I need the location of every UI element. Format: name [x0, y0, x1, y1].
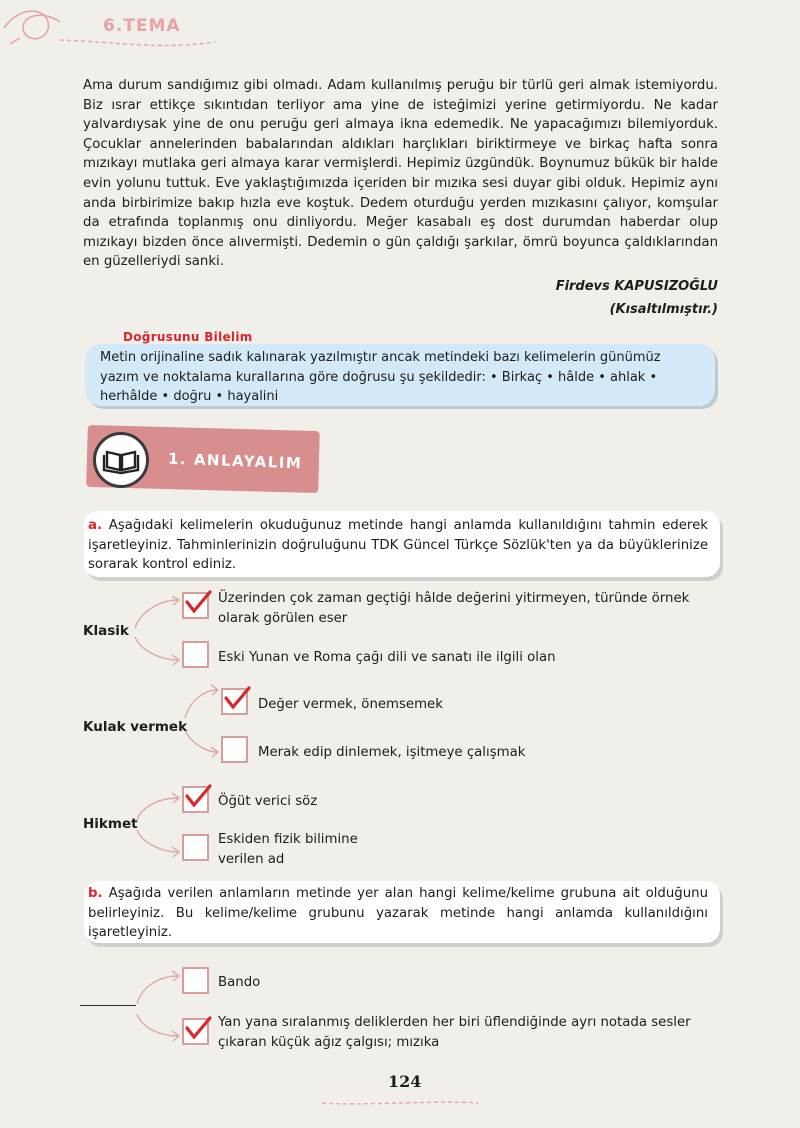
option-b-1: Bando	[218, 975, 261, 990]
question-a-body: Aşağıdaki kelimelerin okuduğunuz metinde hangi anlamda kullanıldığını tahmin ederek işaretleyiniz. Tahminlerinizin doğruluğunu TDK Güncel Türkçe Sözlük'ten ya da büyüklerinize sorarak kontrol ediniz.	[88, 518, 708, 572]
question-b-text	[88, 884, 708, 943]
option-hikmet-1: Öğüt verici söz	[218, 794, 318, 809]
theme-title: 6.TEMA	[103, 16, 181, 36]
question-b-letter: b.	[88, 886, 103, 901]
checkmark-icon	[182, 588, 212, 618]
page-number-decoration	[320, 1098, 480, 1108]
word-kulak-vermek: Kulak vermek	[83, 719, 188, 735]
checkbox-klasik-2[interactable]	[182, 641, 209, 668]
checkbox-b-2[interactable]	[182, 1018, 209, 1045]
checkbox-hikmet-1[interactable]	[182, 786, 209, 813]
word-hikmet: Hikmet	[83, 816, 138, 832]
answer-line[interactable]	[80, 1005, 136, 1006]
author-name: Firdevs KAPUSIZOĞLU	[555, 279, 718, 294]
checkbox-kulak-1[interactable]	[221, 688, 248, 715]
question-b-body: Aşağıda verilen anlamların metinde yer alan hangi kelime/kelime grubuna ait olduğunu belirleyiniz. Bu kelime/kelime grubunu yazarak metinde hangi anlamda kullanıldığını işaretleyiniz.	[88, 886, 708, 940]
checkbox-b-1[interactable]	[182, 967, 209, 994]
checkbox-kulak-2[interactable]	[221, 736, 248, 763]
option-kulak-2: Merak edip dinlemek, işitmeye çalışmak	[258, 745, 526, 760]
option-b-2: Yan yana sıralanmış deliklerden her biri üflendiğinde ayrı notada sesler çıkaran küçük ağız çalgısı; mızıka	[218, 1015, 691, 1050]
checkbox-klasik-1[interactable]	[182, 592, 209, 619]
checkmark-icon	[182, 782, 212, 812]
option-hikmet-2: Eskiden fizik bilimine verilen ad	[218, 832, 358, 867]
word-klasik: Klasik	[83, 623, 129, 639]
checkbox-hikmet-2[interactable]	[182, 834, 209, 861]
option-klasik-1: Üzerinden çok zaman geçtiği hâlde değerini yitirmeyen, türünde örnek olarak görülen eser	[218, 591, 690, 626]
info-title: Doğrusunu Bilelim	[123, 330, 253, 344]
abridged-note: (Kısaltılmıştır.)	[609, 302, 718, 317]
checkmark-icon	[182, 1014, 212, 1044]
section-title: 1. ANLAYALIM	[167, 449, 303, 473]
story-paragraph: Ama durum sandığımız gibi olmadı. Adam kullanılmış peruğu bir türlü geri almak istemiyordu. Biz ısrar ettikçe sıkıntıdan terliyor ama yine de isteğimizi yerine getirmiyordu. Ne kadar yalvardıysak yine de onu peruğu geri almaya ikna edemedik. Ne yapacağımızı bilemiyorduk. Çocuklar annelerinden babalarından aldıkları harçlıkları biriktirmeye ve birkaç hafta sonra mızıkayı mutlaka geri almaya karar vermişlerdi. Hepimiz üzgündük. Boynumuz bükük bir halde evin yolunu tuttuk. Eve yaklaştığımızda içeriden bir mızıka sesi duyar gibi olduk. Hepimiz aynı anda birbirimize bakıp hızla eve koştuk. Dedem oturduğu yerden mızıkasını çalıyor, komşular da etrafında toplanmış onu dinliyordu. Meğer kasabalı eş dost durumdan haberdar olup mızıkayı bizden önce alıvermişti. Dedemin o gün çaldığı şarkılar, ömrü boyunca çaldıklarından en güzelleriydi sanki.	[83, 78, 718, 270]
checkmark-icon	[221, 684, 251, 714]
page-number: 124	[388, 1072, 422, 1091]
option-klasik-2: Eski Yunan ve Roma çağı dili ve sanatı ile ilgili olan	[218, 650, 556, 665]
question-a-letter: a.	[88, 518, 103, 533]
info-text: Metin orijinaline sadık kalınarak yazılmıştır ancak metindeki bazı kelimelerin günümüz yazım ve noktalama kurallarına göre doğrusu şu şekildedir: • Birkaç • hâlde • ahlak • herhâlde • doğru • hayalini	[100, 350, 661, 404]
option-kulak-1: Değer vermek, önemsemek	[258, 697, 443, 712]
